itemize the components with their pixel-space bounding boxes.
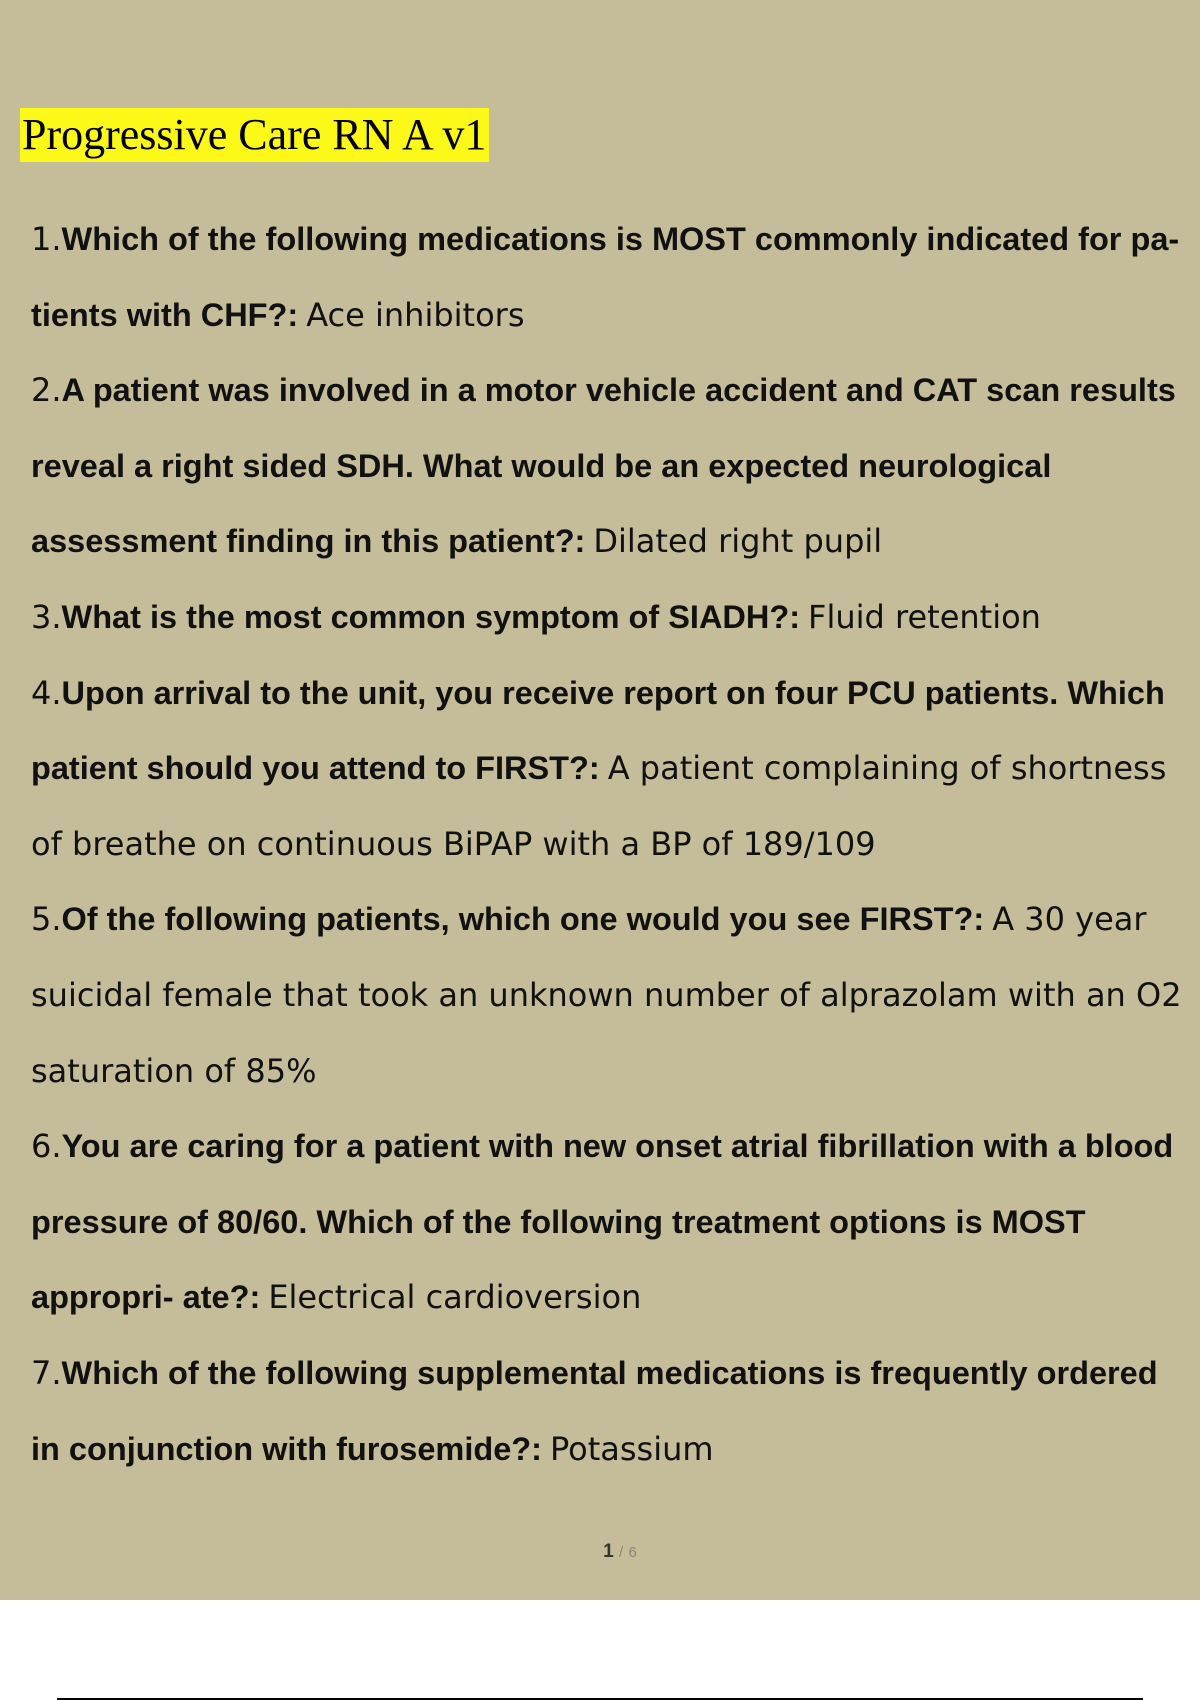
- answer-text: Dilated right pupil: [593, 522, 883, 561]
- question-number: 1.: [31, 220, 62, 258]
- question-text: A patient was involved in a motor vehicle accident and CAT scan results reveal a right sided SDH. What would be an expected neurological assessment finding in this patient?:: [31, 372, 1176, 560]
- question-number: 6.: [31, 1127, 62, 1166]
- question-item: [31, 656, 1191, 883]
- page-separator: /: [619, 1544, 624, 1561]
- answer-text: Electrical cardioversion: [268, 1278, 642, 1317]
- answer-text: Potassium: [549, 1429, 714, 1468]
- document-title: Progressive Care RN A v1: [20, 108, 489, 162]
- answer-text: A patient complaining of shortness of breathe on continuous BiPAP with a BP of 189/109: [31, 749, 1167, 863]
- page-indicator: [0, 1540, 1200, 1565]
- question-item: [31, 202, 1191, 353]
- question-text: You are caring for a patient with new onset atrial fibrillation with a blood pressure of 80/60. Which of the following treatment options is MOST appropri- ate?:: [31, 1128, 1174, 1316]
- question-text: Of the following patients, which one would you see FIRST?:: [61, 901, 985, 938]
- answer-text: A 30 year suicidal female that took an unknown number of alprazolam with an O2 saturation of 85%: [31, 900, 1182, 1090]
- question-number: 7.: [31, 1353, 62, 1392]
- question-number: 4.: [31, 673, 62, 712]
- question-text: What is the most common symptom of SIADH?:: [61, 598, 801, 635]
- question-number: 5.: [31, 900, 62, 939]
- question-number: 2.: [31, 371, 62, 410]
- current-page: 1: [603, 1541, 614, 1562]
- answer-text: Fluid retention: [808, 597, 1041, 636]
- question-list: [31, 202, 1191, 1487]
- question-item: [31, 1109, 1191, 1336]
- question-item: [31, 353, 1191, 580]
- question-item: [31, 882, 1191, 1109]
- question-number: 3.: [31, 597, 62, 636]
- question-text: Which of the following medications is MOST commonly indicated for pa- tients with CHF?:: [31, 221, 1180, 333]
- question-item: [31, 580, 1191, 656]
- question-item: [31, 1336, 1191, 1487]
- question-text: Upon arrival to the unit, you receive report on four PCU patients. Which patient should you attend to FIRST?:: [31, 674, 1165, 787]
- total-pages: 6: [628, 1544, 637, 1561]
- answer-text: Ace inhibitors: [306, 295, 525, 334]
- question-text: Which of the following supplemental medications is frequently ordered in conjunction with furosemide?:: [31, 1354, 1158, 1467]
